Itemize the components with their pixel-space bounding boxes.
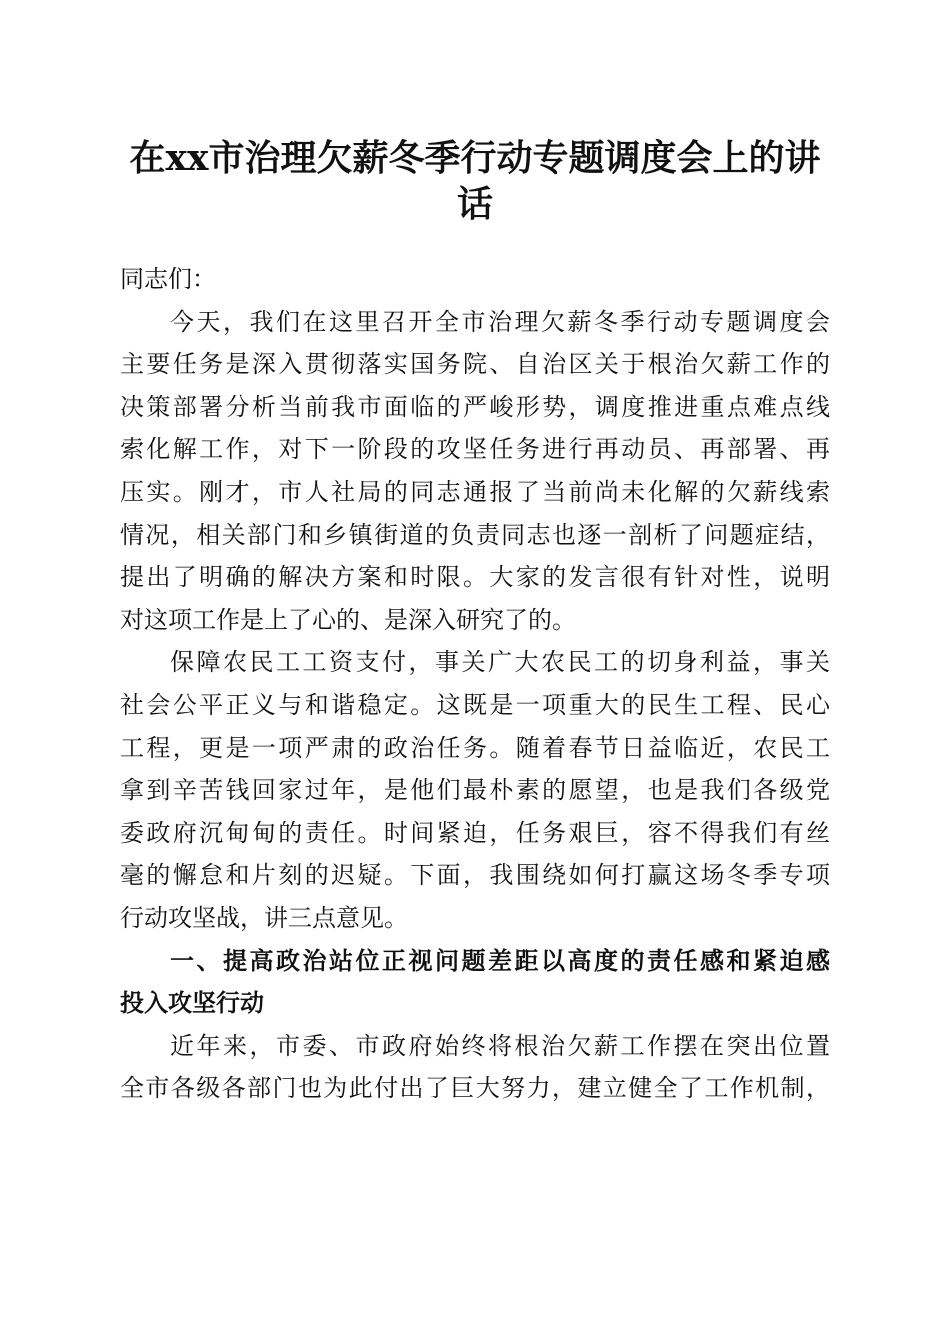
- paragraph-line: 对这项工作是上了心的、是深入研究了的。: [120, 605, 576, 634]
- paragraph-line: 委政府沉甸甸的责任。时间紧迫，任务艰巨，容不得我们有丝: [120, 818, 830, 847]
- paragraph-line: 决策部署分析当前我市面临的严峻形势，调度推进重点难点线: [120, 392, 830, 421]
- paragraph-line: 保障农民工工资支付，事关广大农民工的切身利益，事关: [170, 648, 830, 677]
- document-title: [110, 135, 840, 227]
- document-body: [120, 258, 830, 1110]
- paragraph-line: 拿到辛苦钱回家过年，是他们最朴素的愿望，也是我们各级党: [120, 776, 830, 805]
- salutation: 同志们：: [120, 265, 216, 293]
- title-line: 在xx市治理欠薪冬季行动专题调度会上的讲: [129, 137, 821, 179]
- paragraph-line: 情况，相关部门和乡镇街道的负责同志也逐一剖析了问题症结，: [120, 520, 830, 549]
- paragraph-line: 工程，更是一项严肃的政治任务。随着春节日益临近，农民工: [120, 733, 830, 762]
- paragraph-line: 主要任务是深入贯彻落实国务院、自治区关于根治欠薪工作的: [120, 350, 830, 379]
- paragraph-line: 社会公平正义与和谐稳定。这既是一项重大的民生工程、民心: [120, 690, 830, 719]
- title-line: 话: [456, 183, 493, 225]
- paragraph-line: 毫的懈怠和片刻的迟疑。下面，我围绕如何打赢这场冬季专项: [120, 861, 830, 890]
- paragraph-line: 提出了明确的解决方案和时限。大家的发言很有针对性，说明: [120, 563, 830, 592]
- paragraph-line: 近年来，市委、市政府始终将根治欠薪工作摆在突出位置: [170, 1031, 830, 1060]
- section-heading-line: 一、提高政治站位正视问题差距以高度的责任感和紧迫感: [170, 946, 830, 975]
- paragraph-line: 索化解工作，对下一阶段的攻坚任务进行再动员、再部署、再: [120, 435, 830, 464]
- section-heading-line: 投入攻坚行动: [120, 989, 264, 1018]
- paragraph-line: 行动攻坚战，讲三点意见。: [120, 903, 408, 932]
- paragraph-line: 压实。刚才，市人社局的同志通报了当前尚未化解的欠薪线索: [120, 477, 830, 506]
- paragraph-line: 全市各级各部门也为此付出了巨大努力，建立健全了工作机制，: [120, 1074, 830, 1103]
- paragraph-line: 今天，我们在这里召开全市治理欠薪冬季行动专题调度会: [170, 307, 830, 336]
